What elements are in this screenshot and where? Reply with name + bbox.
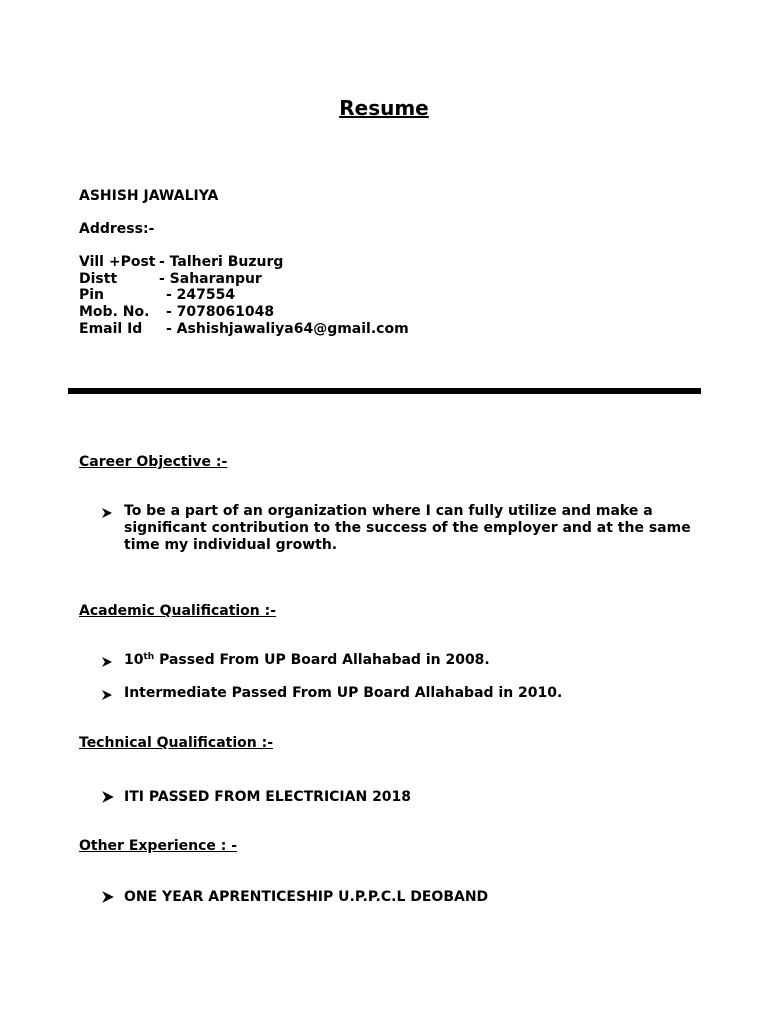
arrow-bullet-icon [101,689,113,701]
arrow-bullet-icon [101,790,115,804]
arrow-bullet-icon [101,890,115,904]
page-title: Resume [339,96,429,120]
section-divider [68,388,701,394]
academic-qualification-heading: Academic Qualification :- [79,603,277,619]
career-objective-heading: Career Objective :- [79,454,228,470]
career-objective-line-2: significant contribution to the success of the employer and at the same [124,520,691,536]
pin-value: - 247554 [166,287,236,303]
career-objective-line-1: To be a part of an organization where I can fully utilize and make a [124,503,653,519]
career-objective-line-3: time my individual growth. [124,537,338,553]
academic-item-1-text: Passed From UP Board Allahabad in 2008. [154,652,490,668]
distt-label: Distt [79,271,118,287]
academic-item-2: Intermediate Passed From UP Board Allahabad in 2010. [124,685,563,701]
mob-value: - 7078061048 [166,304,275,320]
vill-value: - Talheri Buzurg [159,254,284,270]
arrow-bullet-icon [101,507,113,519]
email-label: Email Id [79,321,143,337]
pin-label: Pin [79,287,105,303]
academic-item-1 [124,652,490,669]
candidate-name: ASHISH JAWALIYA [79,188,219,204]
technical-item-1: ITI PASSED FROM ELECTRICIAN 2018 [124,789,412,805]
arrow-bullet-icon [101,656,113,668]
mob-label: Mob. No. [79,304,150,320]
academic-item-1-prefix: 10 [124,652,144,668]
academic-item-1-superscript: th [143,652,155,662]
other-experience-heading: Other Experience : - [79,838,238,854]
experience-item-1: ONE YEAR APRENTICESHIP U.P.P.C.L DEOBAND [124,889,489,905]
vill-label: Vill +Post [79,254,156,270]
address-heading: Address:- [79,221,155,237]
email-value: - Ashishjawaliya64@gmail.com [166,321,409,337]
distt-value: - Saharanpur [159,271,262,287]
technical-qualification-heading: Technical Qualification :- [79,735,274,751]
